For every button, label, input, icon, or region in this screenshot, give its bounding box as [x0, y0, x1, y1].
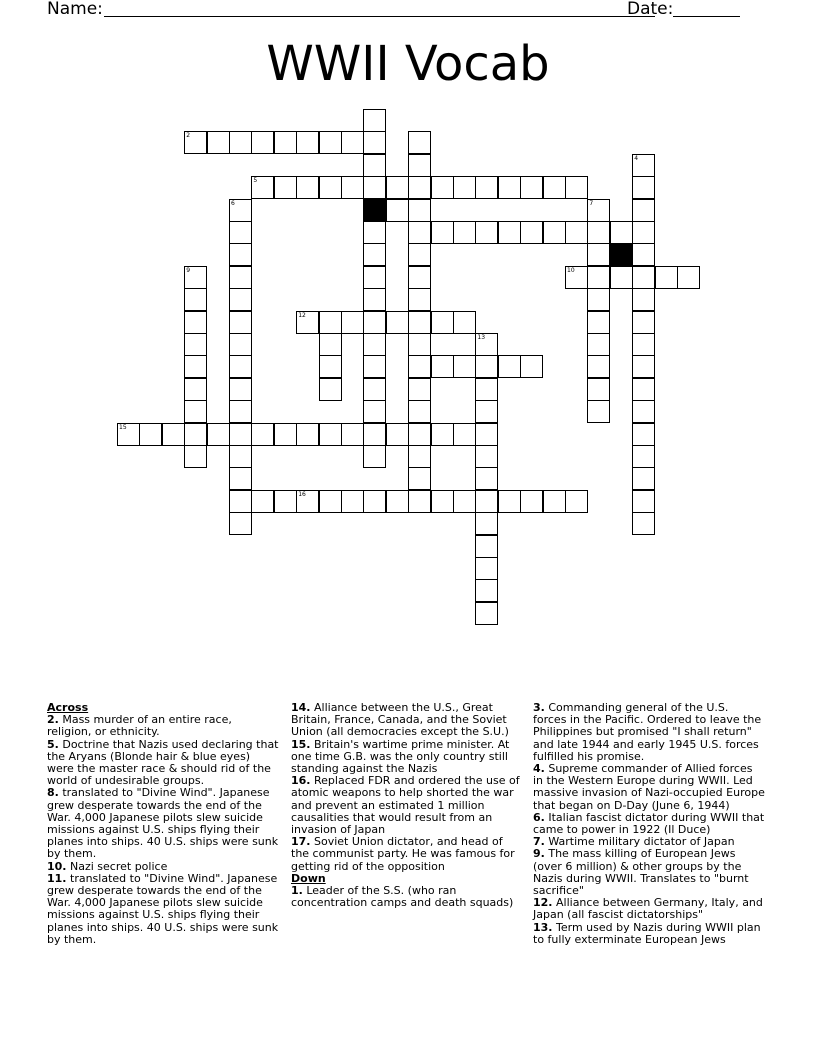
grid-cell[interactable] — [408, 176, 431, 199]
grid-cell[interactable] — [229, 288, 252, 311]
clues-column-3 — [533, 702, 765, 946]
grid-cell[interactable] — [475, 355, 498, 378]
clue-number: 13 — [477, 334, 486, 341]
grid-cell[interactable] — [229, 333, 252, 356]
clue-item-number: 1. — [291, 884, 303, 898]
clues-heading: Down — [291, 871, 326, 885]
grid-cell[interactable] — [632, 400, 655, 423]
grid-cell[interactable] — [184, 288, 207, 311]
clue-number: 7 — [589, 199, 594, 207]
page-title: WWII Vocab — [266, 36, 550, 92]
grid-cell[interactable] — [341, 490, 364, 513]
grid-cell[interactable] — [632, 154, 655, 177]
clue-item-text: Replaced FDR and ordered the use of atomic weapons to help shorted the war and prevent an estimated 1 million causalities that would result from an invasion of Japan — [291, 774, 520, 837]
grid-cell[interactable] — [543, 221, 566, 244]
clue-item — [533, 897, 765, 921]
grid-cell[interactable] — [363, 355, 386, 378]
grid-cell[interactable] — [296, 176, 319, 199]
clues-column-2 — [291, 702, 523, 909]
grid-cell[interactable] — [408, 355, 431, 378]
grid-cell[interactable] — [386, 423, 409, 446]
grid-cell[interactable] — [632, 423, 655, 446]
grid-cell[interactable] — [408, 131, 431, 154]
grid-cell[interactable] — [184, 445, 207, 468]
grid-cell[interactable] — [341, 176, 364, 199]
clue-item-number: 17. — [291, 835, 311, 849]
grid-cell[interactable] — [184, 311, 207, 334]
grid-cell[interactable] — [319, 423, 342, 446]
clue-item-number: 13. — [533, 920, 553, 934]
grid-cell[interactable] — [363, 378, 386, 401]
grid-cell[interactable] — [408, 154, 431, 177]
grid-cell[interactable] — [184, 333, 207, 356]
grid-cell[interactable] — [431, 221, 454, 244]
clue-item-text: Leader of the S.S. (who ran concentration camps and death squads) — [291, 884, 514, 910]
grid-cell[interactable] — [587, 288, 610, 311]
clue-item-text: Alliance between Germany, Italy, and Japan (all fascist dictatorships" — [533, 896, 763, 922]
grid-cell[interactable] — [520, 221, 543, 244]
clue-number: 16 — [298, 490, 306, 498]
grid-cell[interactable] — [319, 378, 342, 401]
grid-cell[interactable] — [251, 490, 274, 513]
grid-cell[interactable] — [632, 266, 655, 289]
grid-cell[interactable] — [587, 243, 610, 266]
grid-cell[interactable] — [431, 311, 454, 334]
grid-cell[interactable] — [475, 400, 498, 423]
grid-cell[interactable] — [520, 176, 543, 199]
grid-cell[interactable] — [520, 490, 543, 513]
grid-cell[interactable] — [319, 490, 342, 513]
clue-item-number: 15. — [291, 737, 311, 751]
clue-item-text: Commanding general of the U.S. forces in the Pacific. Ordered to leave the Philippines but promised "I shall return" and late 1944 and early 1945 U.S. forces fulfilled his promise. — [533, 701, 762, 763]
grid-black-cell — [610, 243, 633, 266]
grid-cell[interactable] — [498, 490, 521, 513]
grid-cell[interactable] — [363, 288, 386, 311]
clue-item-number: 12. — [533, 896, 553, 910]
grid-cell[interactable] — [251, 176, 274, 199]
grid-cell[interactable] — [363, 109, 386, 132]
grid-cell[interactable] — [543, 490, 566, 513]
grid-cell[interactable] — [453, 221, 476, 244]
grid-cell[interactable] — [296, 490, 319, 513]
grid-cell[interactable] — [475, 602, 498, 625]
clue-item — [47, 714, 279, 738]
clue-item-text: Alliance between the U.S., Great Britain, France, Canada, and the Soviet Union (all democracies except the S.U.) — [291, 701, 509, 739]
clue-item — [47, 787, 279, 860]
grid-cell[interactable] — [632, 445, 655, 468]
clue-item-text: Soviet Union dictator, and head of the communist party. He was famous for getting rid of the opposition — [291, 835, 515, 873]
clue-item-text: Nazi secret police — [70, 859, 168, 873]
grid-cell[interactable] — [229, 400, 252, 423]
grid-cell[interactable] — [229, 221, 252, 244]
grid-cell[interactable] — [162, 423, 185, 446]
grid-cell[interactable] — [229, 311, 252, 334]
grid-cell[interactable] — [587, 199, 610, 222]
clue-item — [533, 763, 765, 812]
grid-cell[interactable] — [117, 423, 140, 446]
grid-cell[interactable] — [229, 243, 252, 266]
grid-cell[interactable] — [319, 131, 342, 154]
clue-item — [291, 739, 523, 776]
grid-cell[interactable] — [610, 221, 633, 244]
grid-cell[interactable] — [251, 131, 274, 154]
grid-cell[interactable] — [587, 311, 610, 334]
date-label: Date: — [627, 0, 674, 19]
grid-cell[interactable] — [632, 176, 655, 199]
grid-cell[interactable] — [408, 333, 431, 356]
clue-item — [291, 775, 523, 836]
grid-cell[interactable] — [408, 490, 431, 513]
grid-cell[interactable] — [363, 490, 386, 513]
grid-cell[interactable] — [632, 243, 655, 266]
name-label: Name: — [47, 0, 103, 19]
clue-item — [533, 702, 765, 763]
grid-cell[interactable] — [408, 400, 431, 423]
clue-item-number: 16. — [291, 774, 311, 788]
clue-item — [291, 836, 523, 873]
grid-cell[interactable] — [408, 423, 431, 446]
grid-cell[interactable] — [274, 490, 297, 513]
grid-cell[interactable] — [431, 355, 454, 378]
grid-cell[interactable] — [229, 512, 252, 535]
grid-cell[interactable] — [184, 378, 207, 401]
clue-item-number: 14. — [291, 701, 311, 714]
grid-cell[interactable] — [475, 378, 498, 401]
grid-cell[interactable] — [319, 333, 342, 356]
grid-cell[interactable] — [632, 311, 655, 334]
grid-cell[interactable] — [229, 467, 252, 490]
clue-item-text: The mass killing of European Jews (over 6 million) & other groups by the Nazis during WWII. Translates to "burnt sacrifice" — [533, 847, 749, 898]
grid-cell[interactable] — [475, 423, 498, 446]
grid-cell[interactable] — [139, 423, 162, 446]
grid-cell[interactable] — [475, 490, 498, 513]
clue-number: 5 — [253, 177, 258, 185]
grid-cell[interactable] — [229, 266, 252, 289]
grid-cell[interactable] — [408, 467, 431, 490]
clue-item-number: 4. — [533, 762, 545, 776]
clue-item-text: Mass murder of an entire race, religion, or ethnicity. — [47, 713, 232, 739]
clue-item — [533, 848, 765, 897]
grid-cell[interactable] — [207, 131, 230, 154]
grid-cell[interactable] — [453, 355, 476, 378]
grid-cell[interactable] — [587, 266, 610, 289]
grid-cell[interactable] — [565, 176, 588, 199]
grid-cell[interactable] — [274, 423, 297, 446]
clue-item — [533, 922, 765, 946]
grid-black-cell — [363, 199, 386, 222]
clue-item-text: Britain's wartime prime minister. At one time G.B. was the only country still standing against the Nazis — [291, 737, 510, 776]
grid-cell[interactable] — [520, 355, 543, 378]
grid-cell[interactable] — [632, 288, 655, 311]
grid-cell[interactable] — [408, 378, 431, 401]
clue-number: 15 — [119, 423, 127, 431]
grid-cell[interactable] — [363, 176, 386, 199]
grid-cell[interactable] — [587, 333, 610, 356]
grid-cell[interactable] — [341, 311, 364, 334]
clue-item — [291, 702, 523, 739]
clues-heading: Across — [47, 701, 89, 714]
grid-cell[interactable] — [498, 176, 521, 199]
grid-cell[interactable] — [475, 512, 498, 535]
grid-cell[interactable] — [408, 266, 431, 289]
clue-item — [47, 739, 279, 788]
grid-cell[interactable] — [475, 445, 498, 468]
grid-cell[interactable] — [386, 490, 409, 513]
grid-cell[interactable] — [431, 423, 454, 446]
grid-cell[interactable] — [453, 176, 476, 199]
grid-cell[interactable] — [184, 266, 207, 289]
grid-cell[interactable] — [184, 355, 207, 378]
grid-cell[interactable] — [408, 243, 431, 266]
grid-cell[interactable] — [587, 400, 610, 423]
grid-cell[interactable] — [475, 333, 498, 356]
grid-cell[interactable] — [587, 378, 610, 401]
clue-item-number: 9. — [533, 847, 545, 861]
grid-cell[interactable] — [677, 266, 700, 289]
grid-cell[interactable] — [184, 400, 207, 423]
clue-item-number: 10. — [47, 859, 67, 873]
grid-cell[interactable] — [655, 266, 678, 289]
clues-column-1 — [47, 702, 279, 946]
clue-item-number: 2. — [47, 713, 59, 727]
grid-cell[interactable] — [565, 266, 588, 289]
grid-cell[interactable] — [431, 490, 454, 513]
grid-cell[interactable] — [453, 311, 476, 334]
grid-cell[interactable] — [319, 355, 342, 378]
grid-cell[interactable] — [319, 176, 342, 199]
grid-cell[interactable] — [475, 535, 498, 558]
grid-cell[interactable] — [632, 378, 655, 401]
grid-cell[interactable] — [229, 355, 252, 378]
clue-number: 2 — [186, 132, 191, 140]
clue-number: 9 — [186, 266, 191, 274]
grid-cell[interactable] — [363, 400, 386, 423]
grid-cell[interactable] — [632, 199, 655, 222]
clue-number: 12 — [298, 311, 306, 319]
grid-cell[interactable] — [386, 311, 409, 334]
grid-cell[interactable] — [363, 131, 386, 154]
grid-cell[interactable] — [408, 445, 431, 468]
grid-cell[interactable] — [632, 490, 655, 513]
clue-item-text: Term used by Nazis during WWII plan to fully exterminate European Jews — [533, 920, 761, 946]
grid-cell[interactable] — [408, 221, 431, 244]
grid-cell[interactable] — [431, 176, 454, 199]
grid-cell[interactable] — [229, 199, 252, 222]
grid-cell[interactable] — [184, 423, 207, 446]
clue-item — [291, 885, 523, 909]
grid-cell[interactable] — [475, 221, 498, 244]
clue-item-number: 5. — [47, 737, 59, 751]
grid-cell[interactable] — [408, 288, 431, 311]
clue-item-number: 6. — [533, 810, 545, 824]
grid-cell[interactable] — [543, 176, 566, 199]
grid-cell[interactable] — [565, 221, 588, 244]
grid-cell[interactable] — [498, 221, 521, 244]
grid-cell[interactable] — [408, 199, 431, 222]
grid-cell[interactable] — [296, 311, 319, 334]
grid-cell[interactable] — [363, 311, 386, 334]
clue-item-text: translated to "Divine Wind". Japanese grew desperate towards the end of the War. 4,000 Japanese pilots slew suicide missions against U.S. ships flying their planes into ships. 40 U.S. ships were sunk by them. — [47, 871, 279, 946]
grid-cell[interactable] — [363, 154, 386, 177]
grid-cell[interactable] — [632, 333, 655, 356]
clue-item-number: 7. — [533, 835, 545, 849]
grid-cell[interactable] — [632, 355, 655, 378]
grid-cell[interactable] — [363, 266, 386, 289]
clue-item — [47, 873, 279, 946]
grid-cell[interactable] — [229, 423, 252, 446]
grid-cell[interactable] — [408, 311, 431, 334]
clue-number: 6 — [231, 199, 235, 207]
clue-item-text: translated to "Divine Wind". Japanese grew desperate towards the end of the War. 4,000 Japanese pilots slew suicide missions against U.S. ships flying their planes into ships. 40 U.S. ships were sunk by them. — [47, 786, 279, 861]
grid-cell[interactable] — [207, 423, 230, 446]
grid-cell[interactable] — [341, 131, 364, 154]
clue-number: 4 — [634, 154, 639, 162]
grid-cell[interactable] — [363, 333, 386, 356]
grid-cell[interactable] — [296, 131, 319, 154]
grid-cell[interactable] — [363, 243, 386, 266]
grid-cell[interactable] — [498, 355, 521, 378]
clue-item-text: Italian fascist dictator during WWII that came to power in 1922 (Il Duce) — [533, 810, 765, 837]
grid-cell[interactable] — [453, 423, 476, 446]
grid-cell[interactable] — [386, 199, 409, 222]
grid-cell[interactable] — [632, 221, 655, 244]
grid-cell[interactable] — [587, 221, 610, 244]
grid-cell[interactable] — [251, 423, 274, 446]
grid-cell[interactable] — [274, 131, 297, 154]
grid-cell[interactable] — [565, 490, 588, 513]
grid-cell[interactable] — [453, 490, 476, 513]
clue-item-number: 11. — [47, 871, 67, 885]
clue-item — [533, 812, 765, 836]
grid-cell[interactable] — [475, 579, 498, 602]
grid-cell[interactable] — [319, 311, 342, 334]
grid-cell[interactable] — [632, 512, 655, 535]
grid-cell[interactable] — [274, 176, 297, 199]
grid-cell[interactable] — [587, 355, 610, 378]
grid-cell[interactable] — [363, 445, 386, 468]
grid-cell[interactable] — [184, 131, 207, 154]
grid-cell[interactable] — [363, 221, 386, 244]
grid-cell[interactable] — [475, 557, 498, 580]
grid-cell[interactable] — [229, 131, 252, 154]
grid-cell[interactable] — [475, 176, 498, 199]
grid-cell[interactable] — [386, 176, 409, 199]
grid-cell[interactable] — [632, 467, 655, 490]
clue-item-number: 3. — [533, 701, 545, 714]
clue-item-text: Doctrine that Nazis used declaring that the Aryans (Blonde hair & blue eyes) were the master race & should rid of the world of undesirable groups. — [47, 737, 279, 788]
grid-cell[interactable] — [229, 490, 252, 513]
clue-item-text: Wartime military dictator of Japan — [548, 835, 735, 849]
clue-item-number: 8. — [47, 786, 59, 800]
grid-cell[interactable] — [341, 423, 364, 446]
grid-cell[interactable] — [296, 423, 319, 446]
grid-cell[interactable] — [475, 467, 498, 490]
grid-cell[interactable] — [610, 266, 633, 289]
grid-cell[interactable] — [363, 423, 386, 446]
grid-cell[interactable] — [229, 378, 252, 401]
clue-item-text: Supreme commander of Allied forces in the Western Europe during WWII. Led massive invasion of Nazi-occupied Europe that began on D-Day (June 6, 1944) — [533, 762, 765, 812]
grid-cell[interactable] — [229, 445, 252, 468]
clue-number: 10 — [567, 266, 575, 274]
